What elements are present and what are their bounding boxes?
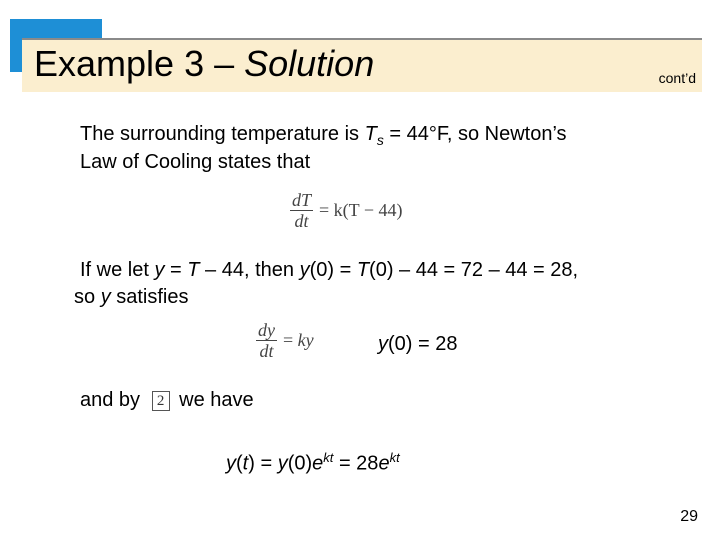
text-run: The surrounding temperature is [80, 123, 365, 145]
derivative-fraction [290, 190, 313, 231]
fraction-numerator: dy [258, 320, 275, 340]
temperature-subscript: s [376, 132, 384, 148]
text-run: so [74, 286, 101, 308]
equation-dy-dt [256, 320, 314, 361]
var-T: T [187, 259, 200, 281]
exponent: kt [323, 450, 334, 465]
text-run: (0) = [309, 259, 357, 281]
text-run: – 44, then [199, 259, 300, 281]
title-italic: Solution [244, 43, 375, 84]
var-y: y [154, 259, 165, 281]
var-e: e [312, 452, 324, 475]
text-run: = 28 [333, 452, 379, 475]
text-run: = [164, 259, 188, 281]
text-run: and by [80, 389, 146, 411]
equation-rhs: = k(T − 44) [319, 200, 403, 220]
text-run: (0) [287, 452, 313, 475]
text-run: = 44°F, so Newton’s [383, 123, 567, 145]
equation-rhs: ky [297, 330, 314, 350]
text-run: (0) = 28 [388, 333, 458, 355]
equals-sign: = [283, 330, 294, 350]
paragraph-3 [80, 386, 254, 414]
slide-title [34, 39, 374, 89]
solution-formula [226, 444, 400, 478]
paragraph-2-line-2 [74, 283, 189, 311]
var-y: y [277, 452, 288, 475]
page-number: 29 [680, 508, 698, 525]
var-y: y [100, 286, 111, 308]
paragraph-1-line-2: Law of Cooling states that [80, 151, 311, 173]
fraction-denominator: dt [294, 211, 309, 231]
temperature-symbol: T [364, 123, 377, 145]
var-y: y [226, 452, 236, 475]
var-y: y [299, 259, 310, 281]
text-run: If we let [80, 259, 155, 281]
paragraph-2-line-1 [80, 256, 578, 284]
title-plain: Example 3 – [34, 43, 245, 84]
var-y: y [378, 333, 388, 355]
text-run: we have [173, 389, 254, 411]
exponent: kt [389, 450, 400, 465]
initial-condition [378, 330, 457, 358]
equation-reference-box: 2 [152, 391, 170, 411]
fraction-numerator: dT [292, 190, 312, 210]
continued-label: cont’d [658, 70, 696, 86]
fraction-denominator: dt [259, 341, 274, 361]
derivative-fraction [256, 320, 277, 361]
equation-newtons-cooling [290, 190, 402, 231]
text-run: (0) – 44 = 72 – 44 = 28, [369, 259, 579, 281]
var-t: t [242, 452, 249, 475]
text-run: ( [236, 452, 243, 475]
text-run: ) = [248, 452, 278, 475]
var-T: T [356, 259, 370, 281]
var-e: e [378, 452, 390, 475]
text-run: satisfies [110, 286, 189, 308]
